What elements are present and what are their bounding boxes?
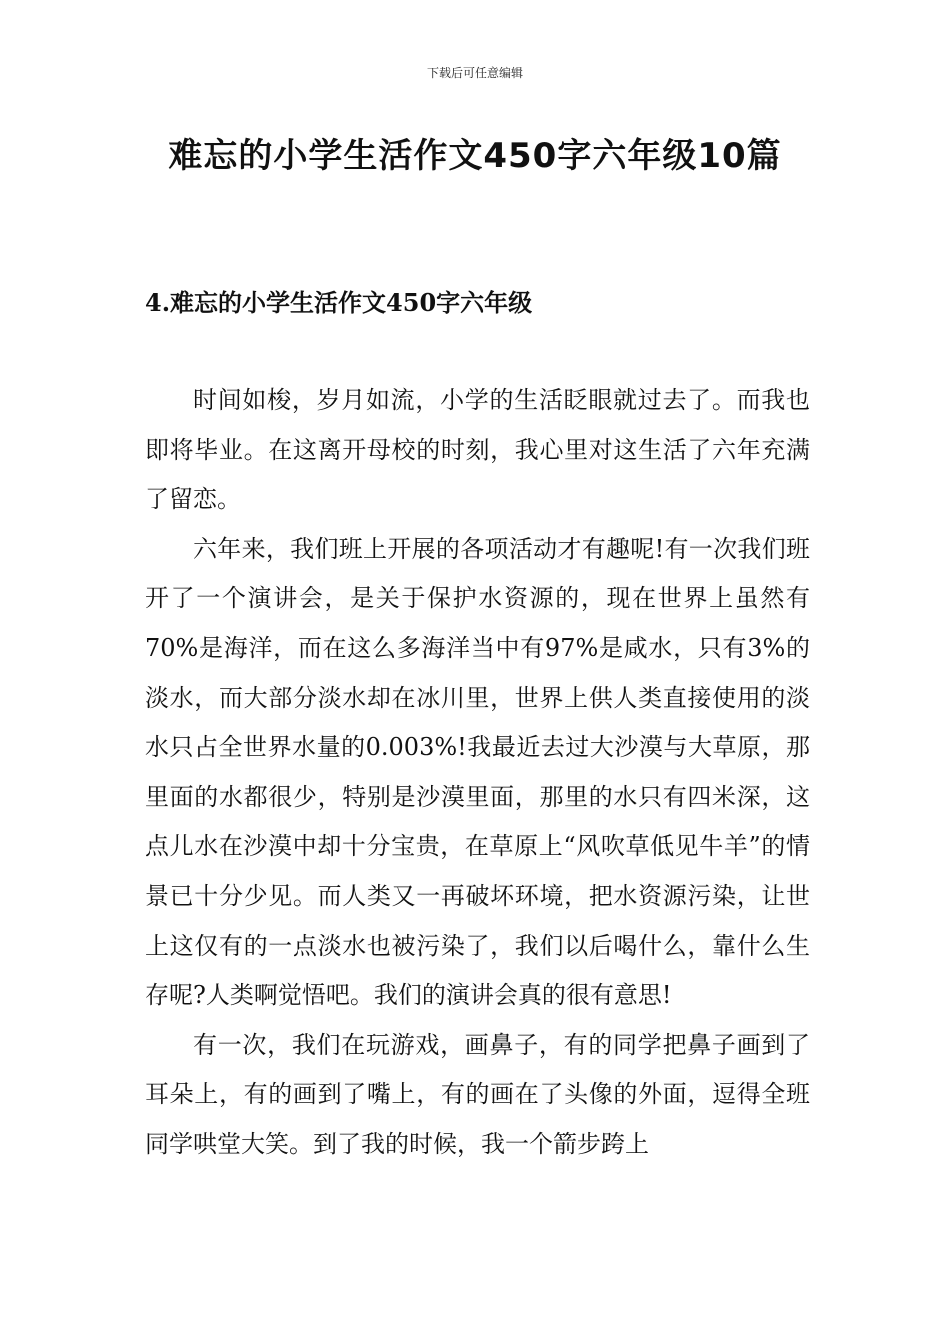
paragraph: 有一次，我们在玩游戏，画鼻子，有的同学把鼻子画到了耳朵上，有的画到了嘴上，有的画在了头像的外面，逗得全班同学哄堂大笑。到了我的时候，我一个箭步跨上: [145, 1030, 810, 1158]
article-body: [145, 376, 810, 1170]
paragraph: 六年来，我们班上开展的各项活动才有趣呢!有一次我们班开了一个演讲会，是关于保护水资源的，现在世界上虽然有70%是海洋，而在这么多海洋当中有97%是咸水，只有3%的淡水，而大部分淡水却在冰川里，世界上供人类直接使用的淡水只占全世界水量的0.003%!我最近去过大沙漠与大草原，那里面的水都很少，特别是沙漠里面，那里的水只有四米深，这点儿水在沙漠中却十分宝贵，在草原上“风吹草低见牛羊”的情景已十分少见。而人类又一再破坏环境，把水资源污染，让世上这仅有的一点淡水也被污染了，我们以后喝什么，靠什么生存呢?人类啊觉悟吧。我们的演讲会真的很有意思!: [145, 534, 810, 1010]
header-note: 下载后可任意编辑: [426, 66, 523, 80]
section-heading: 4.难忘的小学生活作文450字六年级: [145, 288, 533, 317]
document-title: 难忘的小学生活作文450字六年级10篇: [168, 136, 782, 176]
paragraph: 时间如梭，岁月如流，小学的生活眨眼就过去了。而我也即将毕业。在这离开母校的时刻，我心里对这生活了六年充满了留恋。: [145, 386, 810, 514]
